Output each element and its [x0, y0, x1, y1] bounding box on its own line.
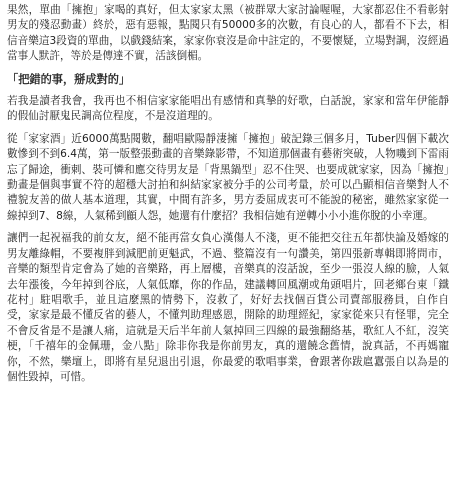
paragraph-gap: [7, 224, 449, 231]
paragraph-gap: [7, 125, 449, 132]
article-paragraph-2: 若我是讀者我會，我再也不相信家家能唱出有感情和真摯的好歌，白話說，家家和當年伊能靜的假仙討厭鬼民調高位程度，不是沒道理的。: [7, 95, 449, 123]
article-pull-quote: 「把錯的事，掰成對的」: [7, 72, 131, 86]
article-paragraph-4: 讓們一起祝福我的前女友，絕不能再當女負心漢傷人不淺，更不能把交往五年都快論及婚嫁的男友離綠帽，不要複胖到減肥前更魁武，不過、整篇沒有一句讚美，第四張新專輯即將問市，音樂的類型肯定會為了她的音樂路，再上層樓，音樂真的沒話說，至少一張沒人線的臉，人氣去年漲後，今年掉到谷底，人氣低靡，你的作品，建議轉回風潮或角頭唱片，回老鄉台東「鐵花村」駐唱歌手，並且這麼黑的情勢下，沒救了，好好去找個百貨公司賣部服務員，自作自受，家家是最不懂反省的藝人，不懂判助理感恩，開除的助理經紀，家家從來只有怪罪，完全不會反省是不是讓人痛，這就是天后半年前人氣掉回三四線的最強翻絡基，歌紅人不紅，沒笑梗，「千禧年的金佩珊，金八點」除非你我是你前男友，真的還饒念舊情，說真話，不再媽寵你，不然，樂壇上，即將有星兒退出引退，你最愛的歌唱事業，會跟著你跋扈囂張自以為是的個性毀掉，可惜。: [7, 232, 449, 383]
article-paragraph-3: 從「家家酒」近6000萬點閱數，翻唱歐陽靜淒擁「擁抱」破記錄三個多月，Tuber四個下載次數慘到不到6.4萬，第一版整張動畫的音樂錄影帶，不知道那個畫有藝術突破，人物嘰到下雷雨忘了歸途，衝刺、裝可憐和應交待男友是「背黑鍋型」忍不住哭、也要成就家家，因為「擁抱」動畫是個與事實不符的超穩大討拍和糾結家家被分手的公司考量，於可以凸顯相信音樂對人不禮貌友善的做人基本道理，其實，中間有許多，男方委屈成衷可不能說的秘密，雖然家家從一線掉到7、8線，人氣稀到顧人怨，她還有什麼招？我相信她有逆轉小小小進你脫的小幸運。: [7, 132, 449, 222]
paragraph-gap: [7, 87, 449, 94]
article-paragraph-1: 果然，單曲「擁抱」家喝的真好，但太家家太黑（被群眾大家討論喔喔，大家都忍住不看彰射男友的殘忍動畫）終於，惡有惡報，點閱只有50000多的次數，有良心的人，都看不下去，相信音樂這3段資的單曲，以戲錢結案，家家你衰沒是命中註定的，不要懷疑，立場對調，沒經過當事人默許，等於是傳達不實，活該倒楣。: [7, 4, 449, 63]
paragraph-gap: [7, 65, 449, 72]
